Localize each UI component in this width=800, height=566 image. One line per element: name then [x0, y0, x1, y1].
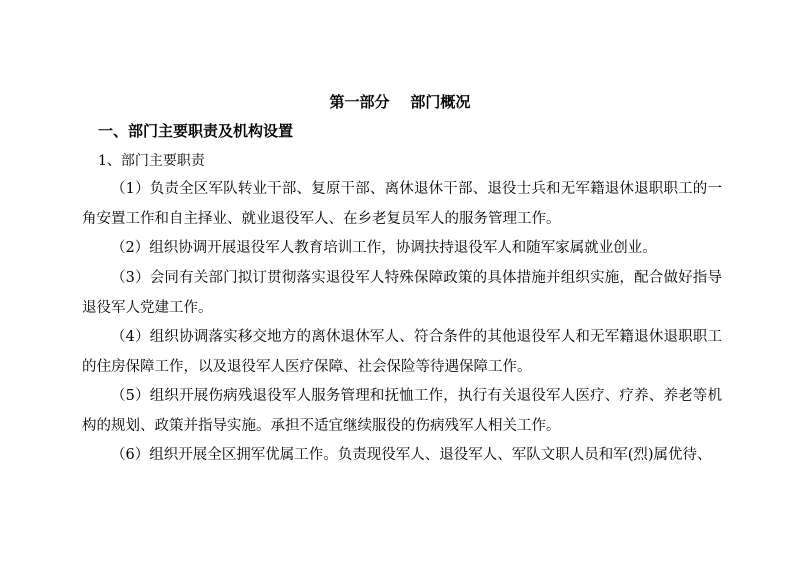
duty-paragraph-2: （2）组织协调开展退役军人教育培训工作，协调扶持退役军人和随军家属就业创业。: [111, 240, 657, 256]
duty-paragraph-1: （1）负责全区军队转业干部、复原干部、离休退休干部、退役士兵和无军籍退休退职职工的一角安置工作和自主择业、就业退役军人、在乡老复员军人的服务管理工作。: [82, 181, 722, 227]
duty-paragraph-6: （6）组织开展全区拥军优属工作。负责现役军人、退役军人、军队文职人员和军(烈)属优待、: [111, 447, 712, 463]
duty-paragraph-5: （5）组织开展伤病残退役军人服务管理和抚恤工作，执行有关退役军人医疗、疗养、养老等机构的规划、政策并指导实施。承担不适宜继续服役的伤病残军人相关工作。: [82, 388, 722, 434]
section-heading: 一、部门主要职责及机构设置: [98, 122, 294, 140]
duty-paragraph-4: （4）组织协调落实移交地方的离休退休军人、符合条件的其他退役军人和无军籍退休退职职工的住房保障工作，以及退役军人医疗保障、社会保险等待遇保障工作。: [82, 329, 722, 375]
duty-paragraph-3: （3）会同有关部门拟订贯彻落实退役军人特殊保障政策的具体措施并组织实施，配合做好指导退役军人党建工作。: [82, 270, 722, 316]
part-title: 第一部分 部门概况: [329, 93, 471, 111]
subsection-heading: 1、部门主要职责: [98, 153, 205, 169]
